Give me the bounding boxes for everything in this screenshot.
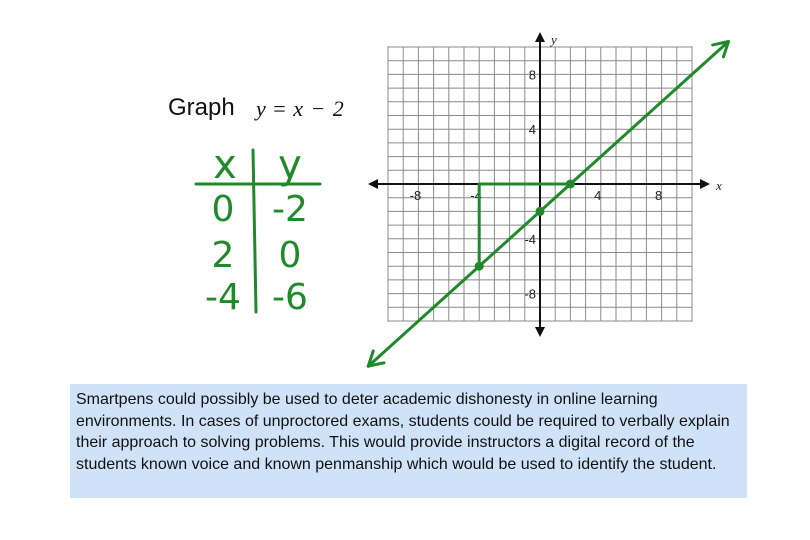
table-cell: -6 — [272, 277, 308, 318]
table-cell: 0 — [278, 235, 302, 276]
smartpen-note: Smartpens could possibly be used to deter academic dishonesty in online learning environments. In cases of unproctored exams, students could be required to verbally explain their approach to solving problems. This would provide instructors a digital record of the students known voice and known penmanship which would be used to identify the student. — [70, 384, 747, 498]
graph-instruction: Graph — [168, 94, 235, 121]
plotted-point — [536, 207, 545, 216]
y-tick-label: -4 — [524, 231, 536, 247]
x-tick-label: 8 — [654, 188, 663, 203]
y-tick-label: 8 — [528, 67, 536, 83]
equation-lhs: y — [256, 96, 267, 121]
table-cell: 0 — [211, 189, 235, 230]
equation — [256, 96, 345, 122]
x-tick-label: -8 — [409, 188, 422, 203]
plotted-point — [566, 180, 575, 189]
table-column-rule — [253, 150, 256, 312]
y-axis-arrow-down — [535, 327, 545, 337]
plotted-point — [475, 262, 484, 271]
table-header: x — [213, 142, 237, 188]
x-axis-name: x — [716, 178, 722, 193]
table-header: y — [278, 142, 302, 188]
y-tick-label: 4 — [528, 122, 536, 138]
x-axis-arrow-left — [368, 179, 378, 189]
y-axis-arrow-up — [535, 32, 545, 42]
table-cell: -2 — [272, 189, 308, 230]
x-tick-label: -4 — [470, 188, 482, 203]
equation-op: = — [273, 96, 287, 121]
table-cell: 2 — [211, 235, 235, 276]
x-axis-arrow-right — [700, 179, 710, 189]
table-cell: -4 — [205, 277, 241, 318]
x-tick-label: 4 — [594, 188, 602, 203]
y-axis-name: y — [551, 32, 557, 47]
y-tick-label: -8 — [524, 286, 536, 302]
equation-rhs: x − 2 — [293, 96, 345, 121]
xy-table — [196, 142, 320, 318]
